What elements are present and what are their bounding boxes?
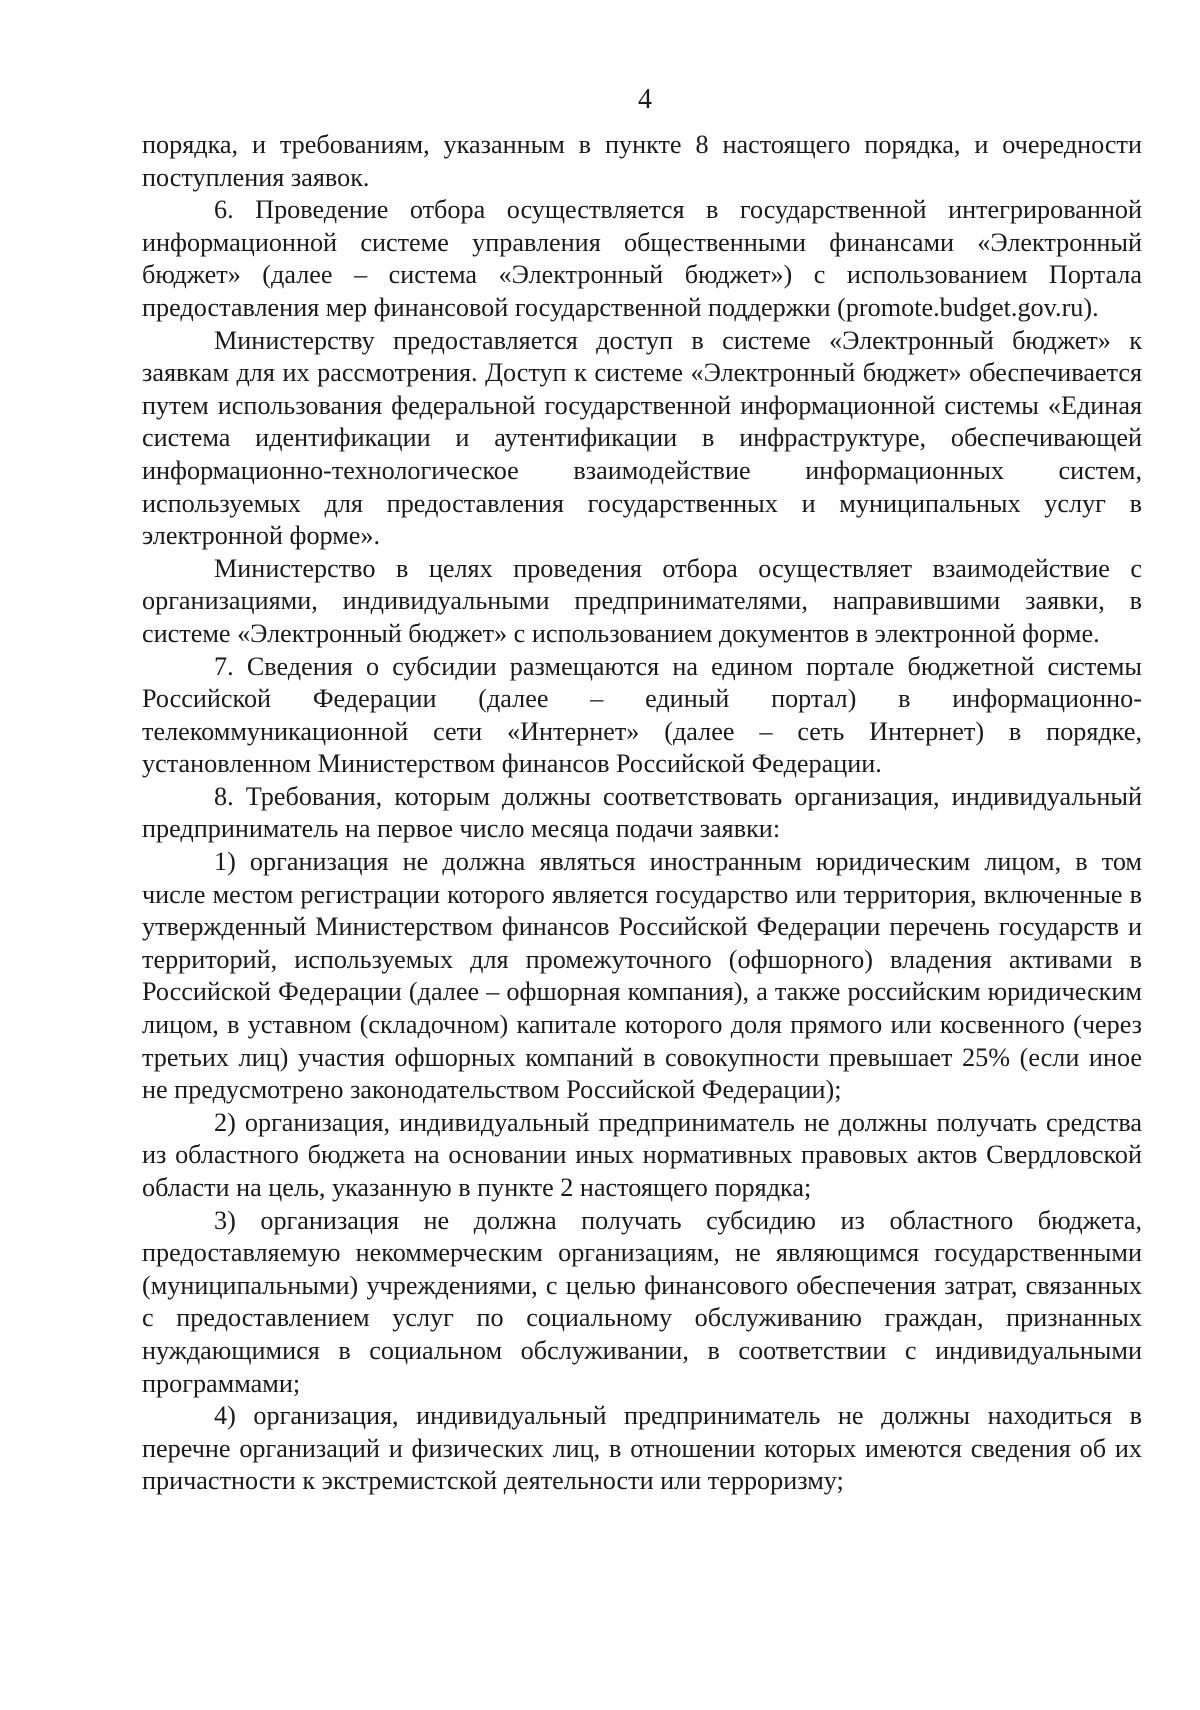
document-body xyxy=(142,129,1142,1498)
paragraph-ministry-access: Министерству предоставляется доступ в системе «Электронный бюджет» к заявкам для их рассмотрения. Доступ к системе «Электронный бюджет» обеспечивается путем использования федеральной государственной информационной системы «Единая система идентификации и аутентификации в инфраструктуре, обеспечивающей информационно-технологическое взаимодействие информационных систем, используемых для предоставления государственных и муниципальных услуг в электронной форме». xyxy=(142,325,1142,551)
paragraph-continuation: порядка, и требованиям, указанным в пункте 8 настоящего порядка, и очередности поступления заявок. xyxy=(142,130,1142,192)
paragraph-item-7: 7. Сведения о субсидии размещаются на едином портале бюджетной системы Российской Федерации (далее – единый портал) в информационно-телекоммуникационной сети «Интернет» (далее – сеть Интернет) в порядке, установленном Министерством финансов Российской Федерации. xyxy=(142,651,1142,779)
paragraph-ministry-interaction: Министерство в целях проведения отбора осуществляет взаимодействие с организациями, индивидуальными предпринимателями, направившими заявки, в системе «Электронный бюджет» с использованием документов в электронной форме. xyxy=(142,553,1142,648)
paragraph-item-8: 8. Требования, которым должны соответствовать организация, индивидуальный предприниматель на первое число месяца подачи заявки: xyxy=(142,781,1142,844)
paragraph-requirement-4: 4) организация, индивидуальный предприниматель не должны находиться в перечне организаций и физических лиц, в отношении которых имеются сведения об их причастности к экстремистской деятельности или терроризму; xyxy=(142,1401,1142,1496)
paragraph-item-6: 6. Проведение отбора осуществляется в государственной интегрированной информационной системе управления общественными финансами «Электронный бюджет» (далее – система «Электронный бюджет») с использованием Портала предоставления мер финансовой государственной поддержки (promote.budget.gov.ru). xyxy=(142,195,1142,322)
page-number: 4 xyxy=(638,84,652,115)
paragraph-requirement-2: 2) организация, индивидуальный предприниматель не должны получать средства из областного бюджета на основании иных нормативных правовых актов Свердловской области на цель, указанную в пункте 2 настоящего порядка; xyxy=(142,1107,1142,1202)
paragraph-requirement-3: 3) организация не должна получать субсидию из областного бюджета, предоставляемую некоммерческим организациям, не являющимся государственными (муниципальными) учреждениями, с целью финансового обеспечения затрат, связанных с предоставлением услуг по социальному обслуживанию граждан, признанных нуждающимися в социальном обслуживании, в соответствии с индивидуальными программами; xyxy=(142,1205,1142,1398)
paragraph-requirement-1: 1) организация не должна являться иностранным юридическим лицом, в том числе местом регистрации которого является государство или территория, включенные в утвержденный Министерством финансов Российской Федерации перечень государств и территорий, используемых для промежуточного (офшорного) владения активами в Российской Федерации (далее – офшорная компания), а также российским юридическим лицом, в уставном (складочном) капитале которого доля прямого или косвенного (через третьих лиц) участия офшорных компаний в совокупности превышает 25% (если иное не предусмотрено законодательством Российской Федерации); xyxy=(142,847,1142,1105)
